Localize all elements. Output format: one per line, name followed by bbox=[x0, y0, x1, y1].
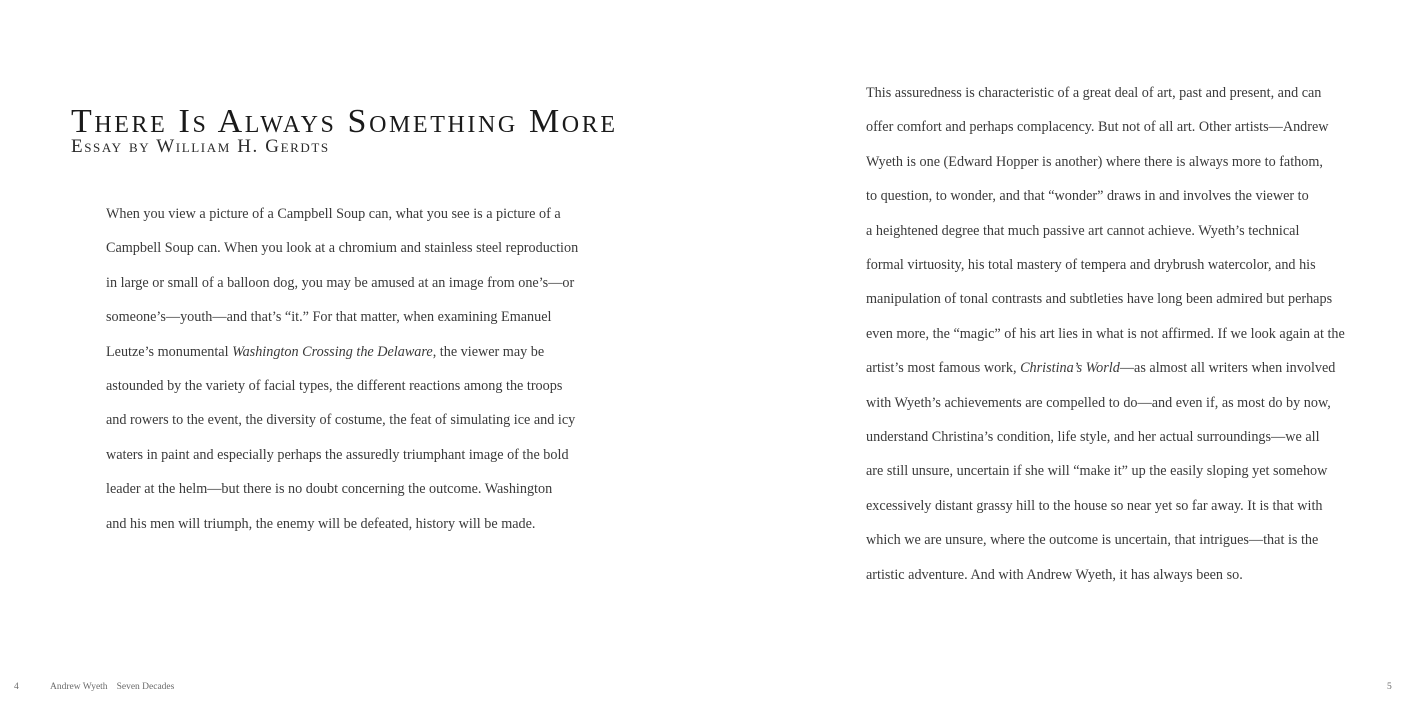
artwork-title-italic: Christina’s World bbox=[1020, 360, 1120, 377]
text-line: Campbell Soup can. When you look at a chromium and stainless steel reproduction bbox=[106, 240, 579, 257]
text-line: with Wyeth’s achievements are compelled to do—and even if, as most do by now, bbox=[866, 394, 1331, 411]
text-line: and his men will triumph, the enemy will be defeated, history will be made. bbox=[106, 515, 536, 532]
text-line: waters in paint and especially perhaps the assuredly triumphant image of the bold bbox=[106, 446, 569, 463]
text-line: offer comfort and perhaps complacency. But not of all art. Other artists—Andrew bbox=[866, 119, 1329, 136]
text-line bbox=[106, 335, 578, 369]
page-number-right: 5 bbox=[1387, 682, 1392, 692]
text-line: Wyeth is one (Edward Hopper is another) where there is always more to fathom, bbox=[866, 153, 1323, 170]
essay-byline: Essay by William H. Gerdts bbox=[71, 136, 330, 157]
text-run: —as almost all writers when involved bbox=[1119, 360, 1336, 377]
right-page bbox=[707, 0, 1414, 707]
text-run: , the viewer may be bbox=[432, 343, 545, 360]
text-run: artist’s most famous work, bbox=[866, 360, 1021, 377]
text-line: When you view a picture of a Campbell Soup can, what you see is a picture of a bbox=[106, 206, 561, 222]
text-line: This assuredness is characteristic of a great deal of art, past and present, and can bbox=[866, 85, 1322, 101]
text-line: manipulation of tonal contrasts and subtleties have long been admired but perhaps bbox=[866, 291, 1333, 308]
text-line: artistic adventure. And with Andrew Wyeth, it has always been so. bbox=[866, 566, 1243, 583]
text-line: and rowers to the event, the diversity of costume, the feat of simulating ice and icy bbox=[106, 412, 576, 429]
essay-title: There Is Always Something More bbox=[71, 103, 618, 140]
text-line: which we are unsure, where the outcome is uncertain, that intrigues—that is the bbox=[866, 532, 1319, 549]
text-line: someone’s—youth—and that’s “it.” For that matter, when examining Emanuel bbox=[106, 309, 552, 326]
text-run: Leutze’s monumental bbox=[106, 343, 233, 360]
text-line: excessively distant grassy hill to the house so near yet so far away. It is that with bbox=[866, 497, 1323, 514]
text-line: are still unsure, uncertain if she will “make it” up the easily sloping yet somehow bbox=[866, 463, 1328, 480]
text-line: in large or small of a balloon dog, you may be amused at an image from one’s—or bbox=[106, 274, 575, 291]
running-footer bbox=[50, 681, 174, 693]
page-number-left: 4 bbox=[14, 682, 19, 692]
text-line: formal virtuosity, his total mastery of tempera and drybrush watercolor, and his bbox=[866, 257, 1316, 274]
book-author: Andrew Wyeth bbox=[50, 682, 108, 692]
text-line: even more, the “magic” of his art lies in what is not affirmed. If we look again at the bbox=[866, 325, 1345, 342]
right-body-text bbox=[866, 76, 1345, 592]
text-line: leader at the helm—but there is no doubt concerning the outcome. Washington bbox=[106, 481, 553, 498]
text-line: astounded by the variety of facial types, the different reactions among the troops bbox=[106, 378, 563, 395]
left-body-text bbox=[106, 197, 578, 541]
artwork-title-italic: Washington Crossing the Delaware bbox=[232, 343, 433, 360]
text-line bbox=[866, 351, 1345, 385]
text-line: to question, to wonder, and that “wonder” draws in and involves the viewer to bbox=[866, 188, 1309, 205]
text-line: a heightened degree that much passive art cannot achieve. Wyeth’s technical bbox=[866, 222, 1300, 239]
text-line: understand Christina’s condition, life style, and her actual surroundings—we all bbox=[866, 429, 1320, 446]
book-title: Seven Decades bbox=[116, 682, 175, 692]
